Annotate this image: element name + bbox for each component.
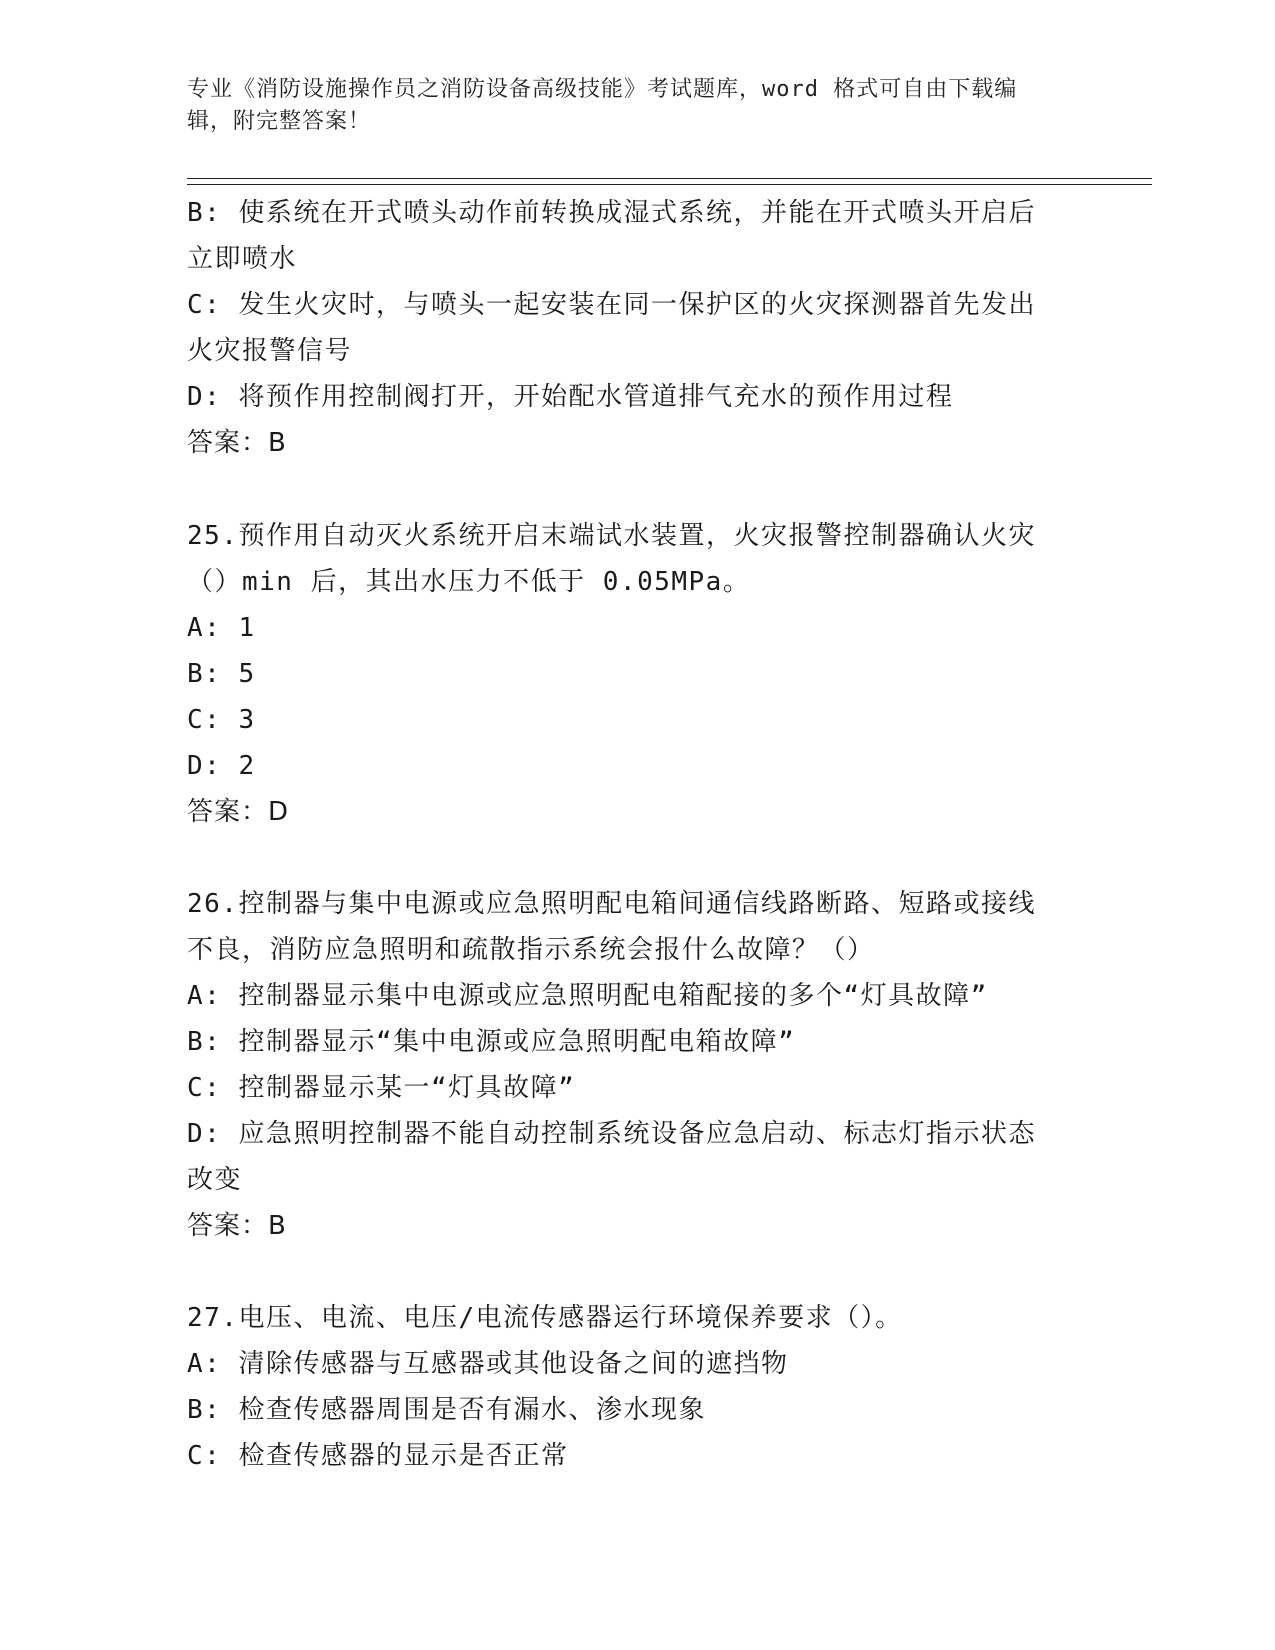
prev-option-b-line-1: B: 使系统在开式喷头动作前转换成湿式系统，并能在开式喷头开启后 — [187, 198, 1036, 228]
q25-option-a: A: 1 — [187, 613, 256, 643]
q25-option-d: D: 2 — [187, 751, 256, 781]
q26-stem-line-2: 不良，消防应急照明和疏散指示系统会报什么故障？（） — [187, 935, 875, 965]
q26-option-d-line-2: 改变 — [187, 1165, 243, 1195]
q27-option-a: A: 清除传感器与互感器或其他设备之间的遮挡物 — [187, 1349, 789, 1379]
header-divider-top — [187, 178, 1152, 179]
document-header — [187, 74, 1067, 138]
q25-option-b: B: 5 — [187, 659, 256, 689]
q26-option-d-line-1: D: 应急照明控制器不能自动控制系统设备应急启动、标志灯指示状态 — [187, 1119, 1036, 1149]
header-divider-bottom — [187, 184, 1152, 185]
prev-option-c-line-1: C: 发生火灾时，与喷头一起安装在同一保护区的火灾探测器首先发出 — [187, 290, 1036, 320]
q26-option-a: A: 控制器显示集中电源或应急照明配电箱配接的多个“灯具故障” — [187, 981, 988, 1011]
q25-stem-line-1: 25.预作用自动灭火系统开启末端试水装置，火灾报警控制器确认火灾 — [187, 521, 1036, 551]
q26-stem-line-1: 26.控制器与集中电源或应急照明配电箱间通信线路断路、短路或接线 — [187, 889, 1036, 919]
prev-option-b-line-2: 立即喷水 — [187, 244, 298, 274]
q25-option-c: C: 3 — [187, 705, 256, 735]
q26-option-c: C: 控制器显示某一“灯具故障” — [187, 1073, 576, 1103]
header-line-1: 专业《消防设施操作员之消防设备高级技能》考试题库，word 格式可自由下载编 — [187, 77, 1018, 102]
q27-stem: 27.电压、电流、电压/电流传感器运行环境保养要求（）。 — [187, 1303, 903, 1333]
q27-option-c: C: 检查传感器的显示是否正常 — [187, 1441, 569, 1471]
q25-answer: 答案：D — [187, 797, 290, 827]
q26-answer: 答案：B — [187, 1211, 287, 1241]
prev-option-c-line-2: 火灾报警信号 — [187, 336, 353, 366]
header-line-2: 辑，附完整答案！ — [187, 109, 372, 134]
q25-stem-line-2: （）min 后，其出水压力不低于 0.05MPa。 — [187, 567, 751, 597]
prev-option-d: D: 将预作用控制阀打开，开始配水管道排气充水的预作用过程 — [187, 382, 954, 412]
q27-option-b: B: 检查传感器周围是否有漏水、渗水现象 — [187, 1395, 706, 1425]
q26-option-b: B: 控制器显示“集中电源或应急照明配电箱故障” — [187, 1027, 796, 1057]
prev-answer: 答案：B — [187, 428, 287, 458]
